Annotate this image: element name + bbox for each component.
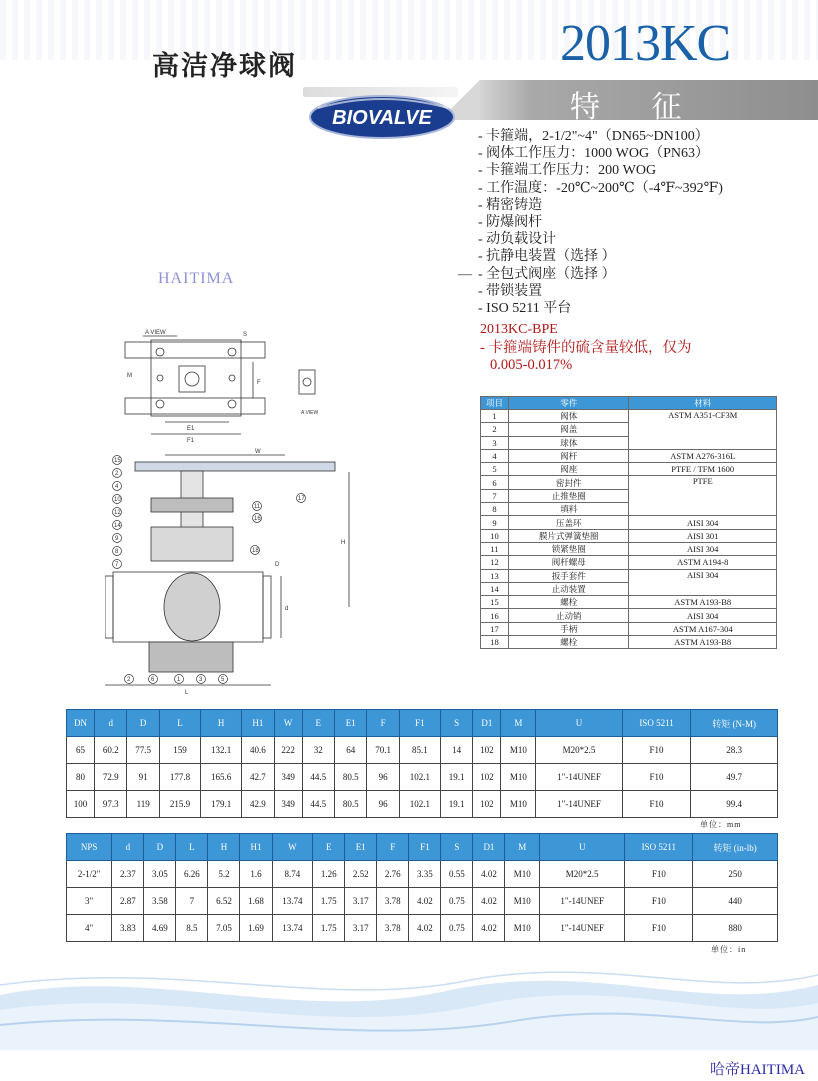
cell: 止推垫圈 [508, 489, 629, 502]
cell: F10 [622, 764, 691, 791]
cell: 3" [67, 888, 112, 915]
svg-text:BIOVALVE: BIOVALVE [332, 107, 432, 129]
table-header-row [67, 710, 778, 737]
header-cell: M [505, 834, 539, 861]
cell: ASTM A193-B8 [629, 636, 777, 649]
cell: 32 [302, 737, 334, 764]
svg-text:W: W [255, 449, 261, 455]
cell: 102 [473, 764, 501, 791]
cell: 2.87 [112, 888, 144, 915]
header-cell: F1 [409, 834, 441, 861]
table-row [67, 888, 778, 915]
cell: 阀座 [508, 463, 629, 476]
header-cell: F [367, 710, 399, 737]
header-cell: W [274, 710, 302, 737]
header-cell: M [501, 710, 536, 737]
table-row [67, 737, 778, 764]
cell: 222 [274, 737, 302, 764]
header-cell: d [112, 834, 144, 861]
svg-text:D: D [275, 562, 280, 568]
unit-label-in: 单位：in [711, 945, 747, 954]
header-cell: F1 [399, 710, 440, 737]
cell: 99.4 [691, 791, 778, 818]
header-cell: d [95, 710, 127, 737]
cell: 3.05 [144, 861, 176, 888]
header-cell: 零件 [508, 397, 629, 410]
cell: 8.5 [176, 915, 208, 942]
cell: 44.5 [302, 791, 334, 818]
svg-text:12: 12 [114, 510, 121, 516]
cell: 1"-14UNEF [539, 915, 625, 942]
cell: 3 [481, 436, 509, 449]
dimensions-table-in [66, 833, 778, 942]
cell: 手柄 [508, 622, 629, 635]
cell: 5 [481, 463, 509, 476]
cell: 102 [473, 791, 501, 818]
cell: 8 [481, 503, 509, 516]
header-cell: S [441, 834, 473, 861]
svg-text:16: 16 [254, 516, 261, 522]
bpe-note: - 卡箍端铸件的硫含量较低，仅为 [480, 340, 692, 356]
svg-text:1: 1 [177, 677, 181, 683]
cell: 96 [367, 791, 399, 818]
cell: 96 [367, 764, 399, 791]
header-cell: E [302, 710, 334, 737]
cell: 177.8 [159, 764, 200, 791]
cell: 3.78 [377, 915, 409, 942]
cell: ASTM A276-316L [629, 449, 777, 462]
cell: M10 [505, 888, 539, 915]
cell: 2.37 [112, 861, 144, 888]
svg-text:F: F [257, 380, 261, 386]
cell: 19.1 [440, 764, 472, 791]
cell: 4.02 [473, 861, 505, 888]
cell: M10 [501, 764, 536, 791]
cell: 9 [481, 516, 509, 529]
table-row [481, 636, 777, 649]
cell: 215.9 [159, 791, 200, 818]
cell: 7.05 [208, 915, 240, 942]
header-cell: E1 [345, 834, 377, 861]
feature-item: - 防爆阀杆 [478, 215, 543, 231]
cell: F10 [625, 888, 693, 915]
svg-text:A VIEW: A VIEW [301, 410, 319, 416]
cell: 1"-14UNEF [536, 764, 622, 791]
parts-table [480, 396, 777, 649]
cell: 1"-14UNEF [536, 791, 622, 818]
cell: ASTM A193-B8 [629, 596, 777, 609]
cell: PTFE / TFM 1600 [629, 463, 777, 476]
feature-item: - 工作温度：-20℃~200℃（-4℉~392℉) [478, 180, 723, 196]
cell: 40.6 [242, 737, 274, 764]
product-title-cn: 高洁净球阀 [152, 51, 297, 81]
cell: 64 [335, 737, 367, 764]
svg-text:2: 2 [115, 471, 119, 477]
cell: 10 [481, 529, 509, 542]
cell: M20*2.5 [539, 861, 625, 888]
cell: 42.9 [242, 791, 274, 818]
cell: 0.75 [441, 915, 473, 942]
cell: 72.9 [95, 764, 127, 791]
table-row [481, 529, 777, 542]
header-cell: F [377, 834, 409, 861]
svg-text:11: 11 [254, 504, 261, 510]
header-cell: D1 [473, 834, 505, 861]
cell: 3.58 [144, 888, 176, 915]
cell: 17 [481, 622, 509, 635]
cell: ASTM A194-8 [629, 556, 777, 569]
table-row [481, 542, 777, 555]
dash-mark: — [458, 267, 472, 282]
svg-text:E1: E1 [187, 426, 195, 432]
table-row [481, 516, 777, 529]
cell: 6.26 [176, 861, 208, 888]
svg-text:S: S [243, 332, 248, 338]
cell: 4 [481, 449, 509, 462]
table-row [67, 915, 778, 942]
table-row [481, 410, 777, 423]
header-cell: D [127, 710, 159, 737]
cell: 102.1 [399, 764, 440, 791]
cell: 349 [274, 791, 302, 818]
header-cell: D [144, 834, 176, 861]
cell: 7 [176, 888, 208, 915]
table-row [481, 609, 777, 622]
cell: 3.35 [409, 861, 441, 888]
feature-item: - 阀体工作压力：1000 WOG（PN63） [478, 146, 709, 162]
cell: 16 [481, 609, 509, 622]
cell: 60.2 [95, 737, 127, 764]
cell: 14 [481, 582, 509, 595]
cell: 止动装置 [508, 582, 629, 595]
svg-text:2: 2 [127, 677, 131, 683]
cell: M10 [505, 861, 539, 888]
header-cell: 材料 [629, 397, 777, 410]
svg-text:F1: F1 [187, 438, 195, 444]
cell: 1.69 [240, 915, 272, 942]
header-cell: E1 [335, 710, 367, 737]
cell: 159 [159, 737, 200, 764]
cell: 3.17 [345, 888, 377, 915]
svg-text:15: 15 [114, 458, 121, 464]
feature-item: - ISO 5211 平台 [478, 301, 572, 317]
cell: 阀杆 [508, 449, 629, 462]
cell: 13.74 [272, 915, 313, 942]
cell: 1.26 [313, 861, 345, 888]
table-header-row [481, 397, 777, 410]
header-cell: L [159, 710, 200, 737]
svg-text:A VIEW: A VIEW [145, 330, 166, 336]
header-cell: 项目 [481, 397, 509, 410]
cell: 2-1/2" [67, 861, 112, 888]
cell: M20*2.5 [536, 737, 622, 764]
cell: 填料 [508, 503, 629, 516]
header-cell: H1 [242, 710, 274, 737]
cell: 4.02 [409, 915, 441, 942]
cell: 80.5 [335, 791, 367, 818]
cell: 13.74 [272, 888, 313, 915]
cell: 密封件 [508, 476, 629, 489]
header-cell: U [539, 834, 625, 861]
feature-item: - 卡箍端工作压力：200 WOG [478, 163, 657, 179]
cell: 2 [481, 423, 509, 436]
header-cell: W [272, 834, 313, 861]
svg-text:10: 10 [114, 497, 121, 503]
header-cell: U [536, 710, 622, 737]
cell: 2.76 [377, 861, 409, 888]
cell: 锁紧垫圈 [508, 542, 629, 555]
header-cell: S [440, 710, 472, 737]
header-cell: H1 [240, 834, 272, 861]
svg-text:H: H [341, 540, 346, 546]
svg-text:3: 3 [199, 677, 203, 683]
cell: ASTM A351-CF3M [629, 410, 777, 450]
header-cell: L [176, 834, 208, 861]
table-row [481, 622, 777, 635]
header-cell: DN [67, 710, 95, 737]
cell: 42.7 [242, 764, 274, 791]
feature-item: - 带锁装置 [478, 283, 543, 299]
cell: 80.5 [335, 764, 367, 791]
cell: 1.75 [313, 915, 345, 942]
bottom-wave-decor [0, 955, 818, 1050]
cell: 阀杆螺母 [508, 556, 629, 569]
cell: 165.6 [201, 764, 242, 791]
cell: 880 [693, 915, 778, 942]
cell: 179.1 [201, 791, 242, 818]
cell: ASTM A167-304 [629, 622, 777, 635]
cell: 91 [127, 764, 159, 791]
cell: 阀体 [508, 410, 629, 423]
cell: 102 [473, 737, 501, 764]
header-cell: H [201, 710, 242, 737]
cell: 8.74 [272, 861, 313, 888]
cell: 1.68 [240, 888, 272, 915]
header-cell: ISO 5211 [622, 710, 691, 737]
cell: M10 [505, 915, 539, 942]
cell: F10 [625, 915, 693, 942]
header-cell: E [313, 834, 345, 861]
table-row [481, 476, 777, 489]
cell: 97.3 [95, 791, 127, 818]
cell: 1"-14UNEF [539, 888, 625, 915]
cell: 膜片式弹簧垫圈 [508, 529, 629, 542]
cell: AISI 304 [629, 609, 777, 622]
cell: 4.02 [473, 888, 505, 915]
feature-list [478, 128, 723, 317]
bpe-note-value: 0.005-0.017% [490, 357, 573, 373]
table-row [481, 596, 777, 609]
cell: 0.55 [441, 861, 473, 888]
cell: 12 [481, 556, 509, 569]
cell: 11 [481, 542, 509, 555]
cell: 3.78 [377, 888, 409, 915]
cell: 102.1 [399, 791, 440, 818]
cell: F10 [625, 861, 693, 888]
table-row [67, 791, 778, 818]
header-cell: D1 [473, 710, 501, 737]
footer-brand: 哈帝HAITIMA [710, 1062, 805, 1078]
svg-text:14: 14 [114, 523, 121, 529]
cell: 440 [693, 888, 778, 915]
model-number: 2013KC [560, 15, 731, 72]
cell: 100 [67, 791, 95, 818]
feature-item: - 卡箍端，2-1/2"~4"（DN65~DN100） [478, 129, 709, 144]
cell: 65 [67, 737, 95, 764]
cell: 70.1 [367, 737, 399, 764]
cell: 77.5 [127, 737, 159, 764]
cell: 4.02 [409, 888, 441, 915]
svg-text:5: 5 [221, 677, 225, 683]
table-row [481, 449, 777, 462]
haitima-watermark: HAITIMA [158, 270, 235, 287]
cell: 44.5 [302, 764, 334, 791]
cell: 28.3 [691, 737, 778, 764]
cell: 14 [440, 737, 472, 764]
table-header-row [67, 834, 778, 861]
cell: 1.75 [313, 888, 345, 915]
cell: M10 [501, 737, 536, 764]
cell: 1.6 [240, 861, 272, 888]
cell: 119 [127, 791, 159, 818]
feature-item: - 全包式阀座（选择 ） [478, 266, 616, 282]
cell: AISI 301 [629, 529, 777, 542]
cell: 18 [481, 636, 509, 649]
header-cell: H [208, 834, 240, 861]
unit-label-mm: 单位：mm [700, 820, 742, 829]
table-row [481, 463, 777, 476]
cell: 15 [481, 596, 509, 609]
cell: F10 [622, 791, 691, 818]
cell: AISI 304 [629, 569, 777, 596]
svg-text:L: L [185, 690, 189, 696]
cell: 19.1 [440, 791, 472, 818]
cell: 13 [481, 569, 509, 582]
svg-text:9: 9 [115, 536, 119, 542]
table-row [481, 569, 777, 582]
cell: 止动销 [508, 609, 629, 622]
header-cell: 转矩 (in-lb) [693, 834, 778, 861]
cell: 3.17 [345, 915, 377, 942]
cell: 螺栓 [508, 596, 629, 609]
cell: 6.52 [208, 888, 240, 915]
biovalve-logo [308, 94, 456, 140]
cell: 扳手套件 [508, 569, 629, 582]
cell: 4.69 [144, 915, 176, 942]
cell: 0.75 [441, 888, 473, 915]
svg-text:18: 18 [252, 548, 259, 554]
cell: 49.7 [691, 764, 778, 791]
cell: F10 [622, 737, 691, 764]
cell: 4.02 [473, 915, 505, 942]
table-row [481, 556, 777, 569]
feature-item: - 动负载设计 [478, 232, 557, 248]
svg-text:4: 4 [115, 484, 119, 490]
valve-technical-drawing [105, 322, 365, 697]
svg-text:7: 7 [115, 562, 119, 568]
cell: AISI 304 [629, 516, 777, 529]
cell: 压盖环 [508, 516, 629, 529]
cell: 250 [693, 861, 778, 888]
bpe-title: 2013KC-BPE [480, 322, 558, 337]
cell: 阀盖 [508, 423, 629, 436]
feature-item: - 抗静电装置（选择 ） [478, 249, 616, 265]
table-row [67, 861, 778, 888]
svg-text:6: 6 [151, 677, 155, 683]
cell: 7 [481, 489, 509, 502]
svg-text:17: 17 [298, 496, 305, 502]
header-cell: 转矩 (N-M) [691, 710, 778, 737]
cell: M10 [501, 791, 536, 818]
feature-heading: 特 征 [570, 91, 704, 124]
svg-text:M: M [127, 373, 132, 379]
cell: 4" [67, 915, 112, 942]
cell: AISI 304 [629, 542, 777, 555]
cell: 349 [274, 764, 302, 791]
svg-text:8: 8 [115, 549, 119, 555]
cell: 球体 [508, 436, 629, 449]
cell: PTFE [629, 476, 777, 516]
cell: 132.1 [201, 737, 242, 764]
cell: 2.52 [345, 861, 377, 888]
cell: 3.83 [112, 915, 144, 942]
feature-item: - 精密铸造 [478, 197, 543, 213]
cell: 5.2 [208, 861, 240, 888]
cell: 80 [67, 764, 95, 791]
table-row [67, 764, 778, 791]
cell: 螺栓 [508, 636, 629, 649]
dimensions-table-mm [66, 709, 778, 818]
cell: 1 [481, 410, 509, 423]
header-cell: ISO 5211 [625, 834, 693, 861]
cell: 6 [481, 476, 509, 489]
header-cell: NPS [67, 834, 112, 861]
cell: 85.1 [399, 737, 440, 764]
svg-text:d: d [285, 606, 289, 612]
